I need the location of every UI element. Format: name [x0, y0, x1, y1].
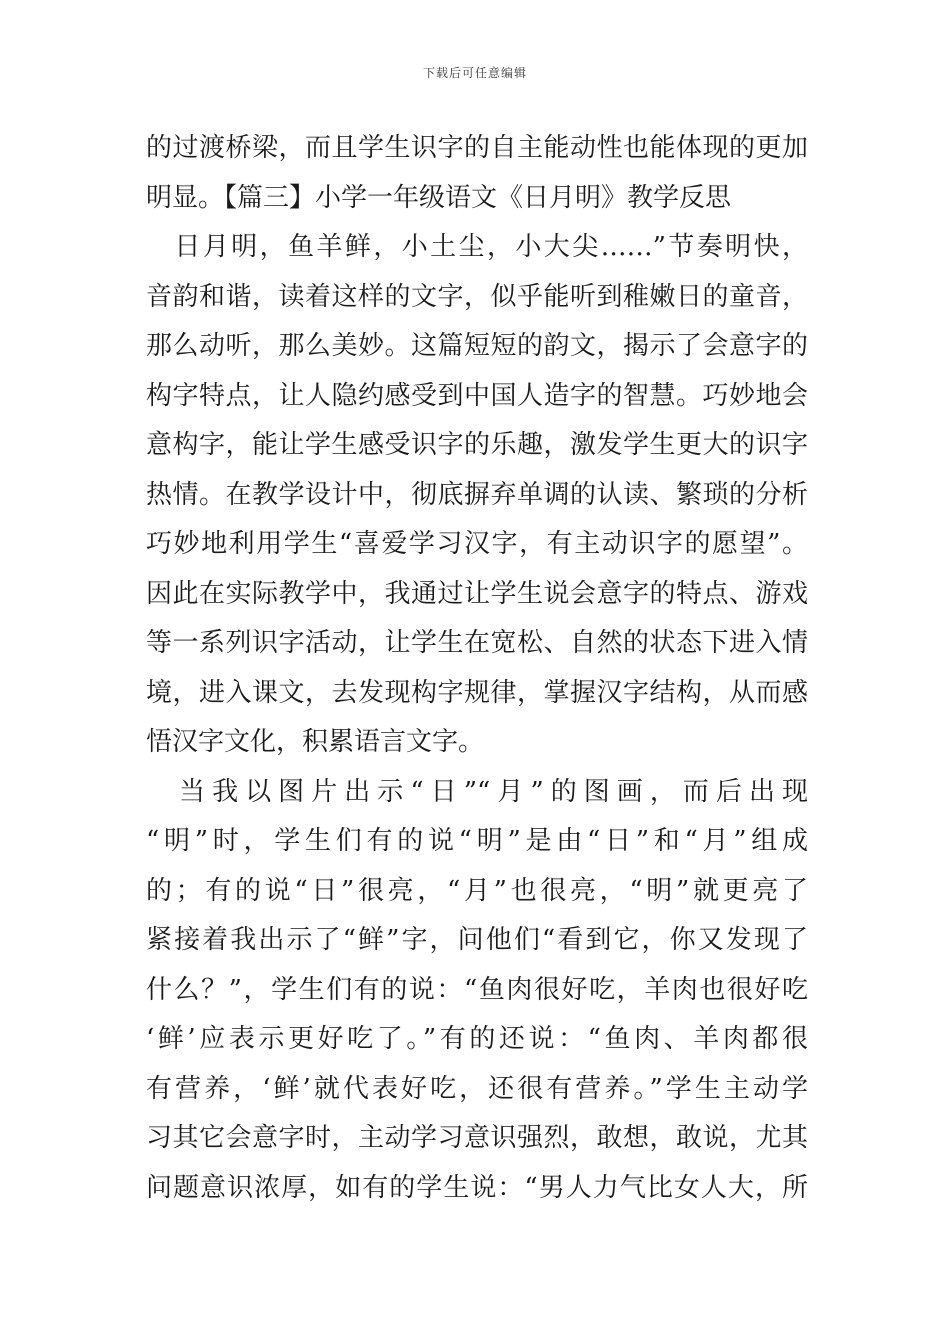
text-line: 什么？”，学生们有的说：“鱼肉很好吃，羊肉也很好吃: [146, 974, 808, 1005]
text-line: 热情。在教学设计中，彻底摒弃单调的认读、繁琐的分析: [146, 479, 808, 510]
text-line: 音韵和谐，读着这样的文字，似乎能听到稚嫩日的童音，: [146, 281, 808, 312]
text-line: 问题意识浓厚，如有的学生说：“男人力气比女人大，所: [146, 1172, 808, 1203]
text-line: 意构字，能让学生感受识字的乐趣，激发学生更大的识字: [146, 430, 808, 460]
text-line: 紧接着我出示了“鲜”字，问他们“看到它，你又发现了: [146, 925, 808, 955]
text-line: 构字特点，让人隐约感受到中国人造字的智慧。巧妙地会: [146, 380, 808, 411]
text-line: 习其它会意字时，主动学习意识强烈，敢想，敢说，尤其: [146, 1123, 808, 1153]
text-line: 巧妙地利用学生“喜爱学习汉字，有主动识字的愿望”。: [146, 529, 808, 559]
text-line: 明显。【篇三】小学一年级语文《日月明》教学反思: [146, 182, 732, 213]
text-line: 等一系列识字活动，让学生在宽松、自然的状态下进入情: [146, 628, 808, 658]
page-header-note: 下载后可任意编辑: [422, 66, 527, 80]
text-line: “明”时，学生们有的说“明”是由“日”和“月”组成: [146, 826, 808, 856]
text-line: 悟汉字文化，积累语言文字。: [146, 727, 485, 757]
text-line: 日月明，鱼羊鲜，小土尘，小大尖……”节奏明快，: [146, 232, 808, 262]
text-line: 境，进入课文，去发现构字规律，掌握汉字结构，从而感: [146, 677, 808, 708]
text-line: 那么动听，那么美妙。这篇短短的韵文，揭示了会意字的: [146, 331, 808, 361]
text-line: 有营养，‘鲜’就代表好吃，还很有营养。”学生主动学: [146, 1073, 808, 1104]
text-line: 因此在实际教学中，我通过让学生说会意字的特点、游戏: [146, 578, 808, 609]
text-line: 的过渡桥梁，而且学生识字的自主能动性也能体现的更加: [146, 133, 808, 163]
text-line: 当我以图片出示“日”“月”的图画，而后出现: [146, 776, 808, 807]
text-line: ‘鲜’应表示更好吃了。”有的还说：“鱼肉、羊肉都很: [146, 1024, 808, 1054]
text-line: 的；有的说“日”很亮，“月”也很亮，“明”就更亮了: [146, 875, 808, 906]
document-body: [146, 124, 808, 1213]
